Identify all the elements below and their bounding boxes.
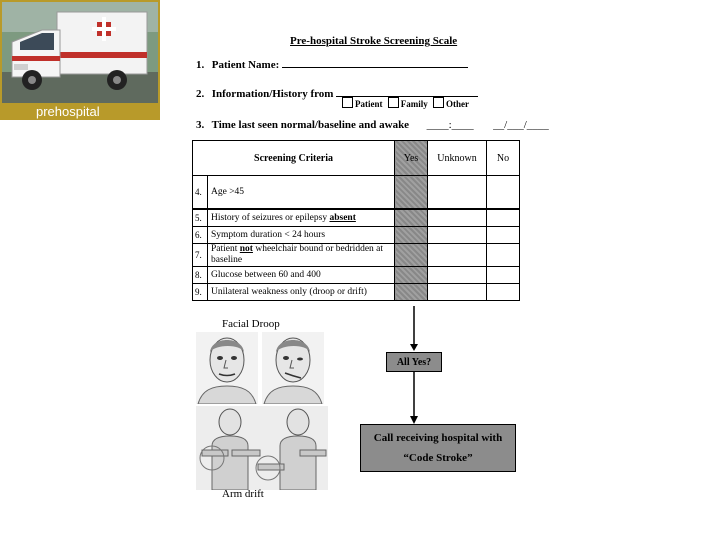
row-number: 9.	[193, 284, 208, 301]
history-source-blank	[336, 86, 478, 97]
date-blank: __/___/____	[493, 119, 549, 131]
table-row	[193, 267, 520, 284]
yes-cell[interactable]	[395, 267, 428, 284]
criterion-text-part: Patient	[211, 244, 240, 254]
code-stroke-text: “Code Stroke”	[403, 452, 473, 464]
all-yes-decision: All Yes?	[386, 352, 442, 372]
yes-header: Yes	[395, 141, 428, 176]
last-seen-normal-field	[196, 119, 549, 131]
face-droop-illustration	[262, 332, 324, 404]
criterion-emphasis: not	[239, 244, 253, 254]
row-number: 8.	[193, 267, 208, 284]
no-header: No	[487, 141, 520, 176]
criteria-header: Screening Criteria	[193, 141, 395, 176]
facial-droop-label: Facial Droop	[222, 318, 280, 330]
arm-drift-label: Arm drift	[222, 488, 264, 500]
yes-cell[interactable]	[395, 244, 428, 267]
history-source-options	[339, 97, 469, 109]
criterion-emphasis: absent	[329, 212, 356, 223]
unknown-cell[interactable]	[428, 176, 487, 210]
option-other-label: Other	[446, 99, 469, 109]
field-number: 2.	[196, 88, 205, 100]
criterion-text-part: wheelchair bound or bedridden at baseline	[211, 244, 384, 265]
call-hospital-text: Call receiving hospital with	[373, 432, 503, 444]
yes-cell[interactable]	[395, 176, 428, 210]
face-normal-icon	[196, 332, 258, 404]
ambulance-icon	[2, 2, 158, 103]
row-number: 5.	[193, 209, 208, 227]
row-number: 4.	[193, 176, 208, 210]
ambulance-photo-panel	[0, 0, 160, 120]
form-title: Pre-hospital Stroke Screening Scale	[290, 35, 458, 47]
row-number: 7.	[193, 244, 208, 267]
patient-checkbox[interactable]	[342, 97, 353, 108]
face-normal-illustration	[196, 332, 258, 404]
no-cell[interactable]	[487, 284, 520, 301]
code-stroke-box	[360, 424, 516, 472]
unknown-cell[interactable]	[428, 209, 487, 227]
yes-cell[interactable]	[395, 227, 428, 244]
patient-name-label: Patient Name:	[211, 59, 280, 71]
no-cell[interactable]	[487, 244, 520, 267]
yes-cell[interactable]	[395, 284, 428, 301]
ambulance-image	[2, 2, 158, 103]
table-header-row	[193, 141, 520, 176]
table-row	[193, 284, 520, 301]
unknown-header: Unknown	[428, 141, 487, 176]
field-number: 1.	[196, 59, 205, 71]
yes-cell[interactable]	[395, 209, 428, 227]
no-cell[interactable]	[487, 227, 520, 244]
unknown-cell[interactable]	[428, 244, 487, 267]
criterion-text-part: History of seizures or epilepsy	[211, 212, 330, 223]
table-row	[193, 209, 520, 227]
unknown-cell[interactable]	[428, 227, 487, 244]
criterion-text: Symptom duration < 24 hours	[208, 227, 395, 244]
arrow-down-icon	[410, 416, 418, 424]
face-droop-icon	[262, 332, 324, 404]
arm-drift-illustration	[196, 406, 328, 490]
history-source-label: Information/History from	[211, 88, 334, 100]
option-family-label: Family	[400, 99, 428, 109]
field-number: 3.	[196, 119, 205, 131]
patient-name-field	[196, 57, 468, 71]
screening-criteria-table	[192, 140, 520, 301]
time-blank: ____:____	[426, 119, 474, 131]
criterion-text: Age >45	[208, 176, 395, 210]
other-checkbox[interactable]	[433, 97, 444, 108]
arm-drift-icon	[196, 406, 328, 490]
unknown-cell[interactable]	[428, 267, 487, 284]
option-patient-label: Patient	[355, 99, 383, 109]
unknown-cell[interactable]	[428, 284, 487, 301]
table-row	[193, 227, 520, 244]
patient-name-blank	[282, 57, 468, 68]
criterion-text: Unilateral weakness only (droop or drift)	[208, 284, 395, 301]
criterion-text: Glucose between 60 and 400	[208, 267, 395, 284]
criterion-text	[208, 209, 395, 227]
no-cell[interactable]	[487, 209, 520, 227]
photo-caption: prehospital	[36, 104, 100, 119]
criterion-text	[208, 244, 395, 267]
no-cell[interactable]	[487, 176, 520, 210]
family-checkbox[interactable]	[388, 97, 399, 108]
arrow-down-icon	[410, 344, 418, 351]
table-row	[193, 244, 520, 267]
last-seen-label: Time last seen normal/baseline and awake	[211, 119, 410, 131]
no-cell[interactable]	[487, 267, 520, 284]
row-number: 6.	[193, 227, 208, 244]
table-row	[193, 176, 520, 210]
